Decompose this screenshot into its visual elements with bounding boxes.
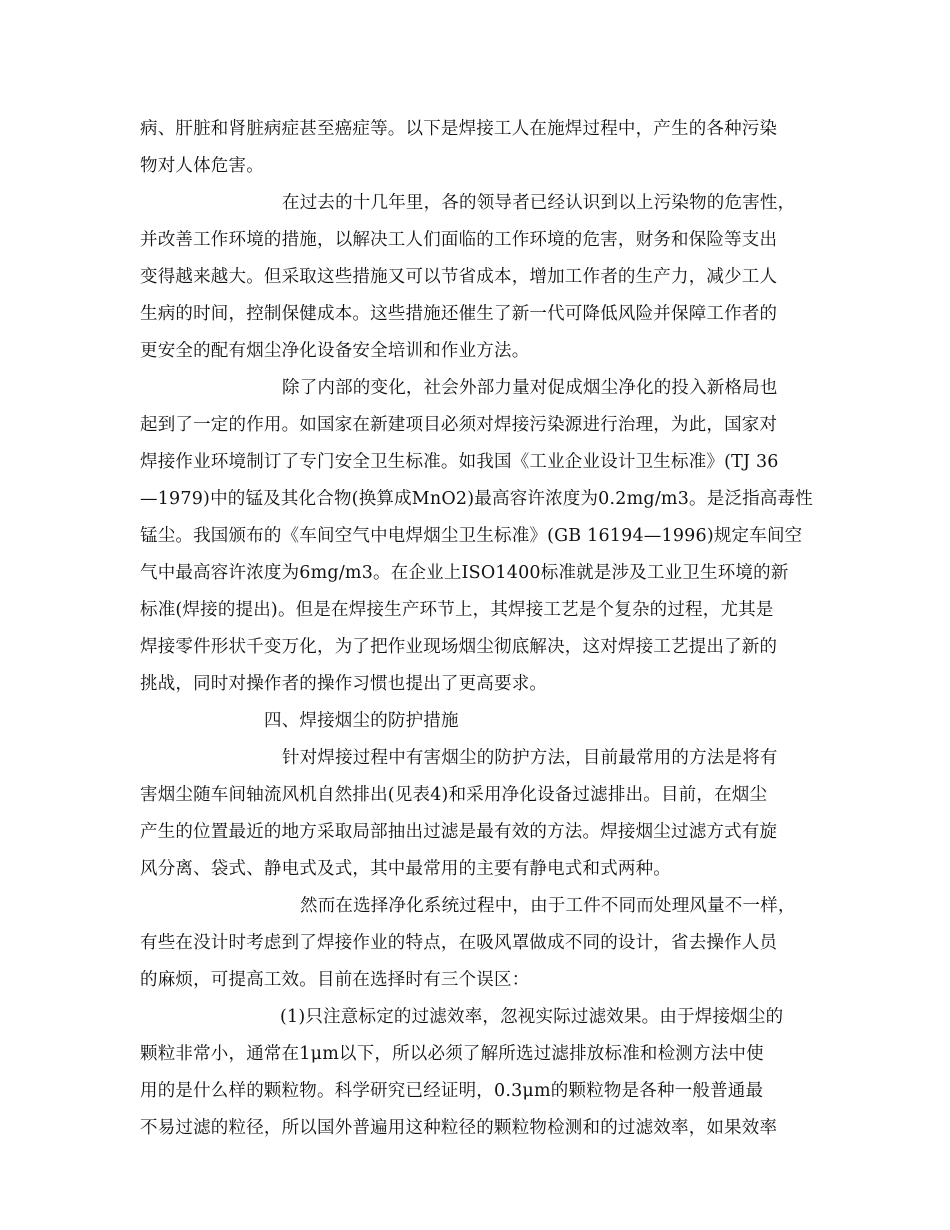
paragraph-line: 害烟尘随车间轴流风机自然排出(见表4)和采用净化设备过滤排出。目前，在烟尘 [140,785,768,805]
paragraph-line: 气中最高容许浓度为6mg/m3。在企业上ISO1400标准就是涉及工业卫生环境的新 [140,563,789,583]
paragraph-line: 有些在没计时考虑到了焊接作业的特点，在吸风罩做成不同的设计，省去操作人员 [140,933,778,953]
paragraph-line: 除了内部的变化，社会外部力量对促成烟尘净化的投入新格局也 [282,378,778,398]
section-heading: 四、焊接烟尘的防护措施 [264,711,459,731]
paragraph-line: —1979)中的锰及其化合物(换算成MnO2)最高容许浓度为0.2mg/m3。是泛指高毒性 [140,489,813,509]
paragraph-line: 物对人体危害。 [140,156,264,176]
paragraph-line: 变得越来越大。但采取这些措施又可以节省成本，增加工作者的生产力，减少工人 [140,267,778,287]
paragraph-line: 并改善工作环境的措施，以解决工人们面临的工作环境的危害，财务和保险等支出 [140,230,778,250]
paragraph-line: 风分离、袋式、静电式及式，其中最常用的主要有静电式和式两种。 [140,859,671,879]
paragraph-line: 挑战，同时对操作者的操作习惯也提出了更高要求。 [140,674,548,694]
paragraph-line: 的麻烦，可提高工效。目前在选择时有三个误区： [140,970,530,990]
paragraph-line: 在过去的十几年里，各的领导者已经认识到以上污染物的危害性， [282,193,796,213]
paragraph-line: 不易过滤的粒径，所以国外普遍用这种粒径的颗粒物检测和的过滤效率，如果效率 [140,1118,778,1138]
paragraph-line: 标准(焊接的提出)。但是在焊接生产环节上，其焊接工艺是个复杂的过程，尤其是 [140,600,774,620]
paragraph-line: 用的是什么样的颗粒物。科学研究已经证明，0.3μm的颗粒物是各种一般普通最 [140,1081,764,1101]
paragraph-line: 颗粒非常小，通常在1μm以下，所以必须了解所选过滤排放标准和检测方法中使 [140,1044,764,1064]
paragraph-line: 生病的时间，控制保健成本。这些措施还催生了新一代可降低风险并保障工作者的 [140,304,778,324]
paragraph-line: 锰尘。我国颁布的《车间空气中电焊烟尘卫生标准》(GB 16194—1996)规定车间空 [140,526,803,546]
paragraph-line: (1)只注意标定的过滤效率，忽视实际过滤效果。由于焊接烟尘的 [280,1007,784,1027]
paragraph-line: 起到了一定的作用。如国家在新建项目必须对焊接污染源进行治理，为此，国家对 [140,415,778,435]
paragraph-line: 病、肝脏和肾脏病症甚至癌症等。以下是焊接工人在施焊过程中，产生的各种污染 [140,119,778,139]
paragraph-line: 针对焊接过程中有害烟尘的防护方法，目前最常用的方法是将有 [282,748,778,768]
paragraph-line: 更安全的配有烟尘净化设备安全培训和作业方法。 [140,341,530,361]
paragraph-line: 焊接作业环境制订了专门安全卫生标准。如我国《工业企业设计卫生标准》(TJ 36 [140,452,779,472]
paragraph-line: 产生的位置最近的地方采取局部抽出过滤是最有效的方法。焊接烟尘过滤方式有旋 [140,822,778,842]
paragraph-line: 焊接零件形状千变万化，为了把作业现场烟尘彻底解决，这对焊接工艺提出了新的 [140,637,778,657]
paragraph-line: 然而在选择净化系统过程中，由于工件不同而处理风量不一样， [300,896,796,916]
